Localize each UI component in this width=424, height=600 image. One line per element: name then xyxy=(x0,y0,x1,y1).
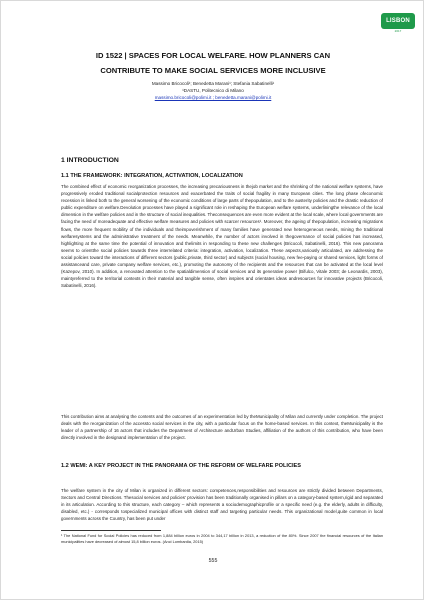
footnote: ¹ The National Fund for Social Policies has reduced from 1,884 billion euros in 2004 to 344,17 billion in 2013, a reduction of the 80%. Since 2007 the financial resources of the Italian municipalities have decreased of almost 15,8 billion euros. (Anci Lombardia, 2015) xyxy=(61,533,383,544)
paragraph-framework-1: The combined effect of economic reorganization processes, the increasing precariousness in thejob market and the shrinking of the national welfare systems, have progressively eroded traditional socialprotection resources and exacerbated the traits of social fragility in many European cities. The long phase ofeconomic recession is linked both to the general worsening of the economic conditions of large parts of thepopulation, and to the austerity policies and the drastic reduction of public expenditure on welfare.Devolution processes have played a significant role in reshaping the European welfare systems, underliningthe relevance of the local dimension in the welfare policies and in the structure of social inequalities. Theconsequences are even more evident at the local scale, where local governments are facing the need of moreadequate and effective welfare measures and policies with scarcer resources¹. Moreover, the ageing of thepopulation, increasing migrations flows, the more frequent mobility of the individuals and theimpoverishment of many families have generated new heterogeneous needs, mining the traditional welfaresystems and the administrative treatment of the needs. Meanwhile, the number of actors involved in thegovernance of social policies has increased, highlighting at the same time the potential of innovation and thelimits in responding to these new challenges (Bricocoli, Sabatinelli, 2016). This new panorama seems to orientthe social policies towards three interrelated criteria: integration, activation, localization. These aspects,variously articulated, are addressing the social policies toward the interactions of different sectors (public,private, third sector) and subjects (social housing, new fee-paying or shared services, light forms of assistanceand care, private company welfare services, etc.), promoting the autonomy of the recipients and the resources that can be activated at the local level (Kazepov, 2010). In addition, a renovated attention to the spatialdimension of social services and its generative power (Bifulco, Vitale 2003; de Leonardis, 2003), maintyreferred to the territorial contexts in their material and tangible sense, often inspires and orientates ideas andresources for innovative projects (Bricocoli, Sabatinelli, 2016). xyxy=(61,184,383,289)
page-number: 555 xyxy=(208,558,218,564)
logo-badge: LISBON xyxy=(381,13,415,29)
author-block xyxy=(31,80,395,102)
author-affiliation: ¹DASTU, Politecnico di Milano xyxy=(182,88,244,94)
footnote-divider xyxy=(61,530,161,531)
author-emails[interactable]: massimo.bricocoli@polimi.it ; benedetta.marani@polimi.it xyxy=(154,95,272,101)
author-names: Massimo Bricocoli¹; Benedetta Marani¹; Stefania Sabatinelli¹ xyxy=(151,81,275,86)
paper-title-line-2: CONTRIBUTE TO MAKE SOCIAL SERVICES MORE INCLUSIVE xyxy=(100,66,326,75)
paper-title-line-1: ID 1522 | SPACES FOR LOCAL WELFARE. HOW PLANNERS CAN xyxy=(95,51,331,60)
paragraph-wemi-1: The welfare system in the city of Milan is organized in different sectors: competences,responsibilities and resources are strictly divided between Departments, Sectors and Central Directions. Thesocial services and policies' provision has been traditionally organised in pillars on a category-based system,rigid and separated in its articulation. According to this structure, each category – which represents a sociodemographicprofile or a specific need (e.g. the elderly, adults in difficulty, disabled, etc.) - corresponds tospecialized municipal offices with distinct staff and targeting particular needs. This organizational model,quite common in local governments across the Country, has been put under xyxy=(61,488,383,522)
subsection-heading-wemi: 1.2 WEMI: A KEY PROJECT IN THE PANORAMA OF THE REFORM OF WELFARE POLICIES xyxy=(61,463,302,469)
subsection-heading-framework: 1.1 THE FRAMEWORK: INTEGRATION, ACTIVATION, LOCALIZATION xyxy=(61,173,243,179)
paper-title xyxy=(31,48,395,78)
section-heading-introduction: 1 INTRODUCTION xyxy=(61,157,119,164)
conference-logo xyxy=(381,13,415,35)
paragraph-framework-2: This contribution aims at analysing the contents and the outcomes of an experimentation led by theMunicipality of Milan and currently under completion. The project deals with the reorganization of the accessto social services in the city, with a particular focus on the home-based services. In this context, theMunicipality is the leader of a partnership of 16 actors that includes the Department of Architecture andUrban Studies, affiliation of the authors of this contribution, who have been directly involved in the designand implementation of the project. xyxy=(61,414,383,441)
logo-subtitle: 2017 xyxy=(394,29,402,33)
